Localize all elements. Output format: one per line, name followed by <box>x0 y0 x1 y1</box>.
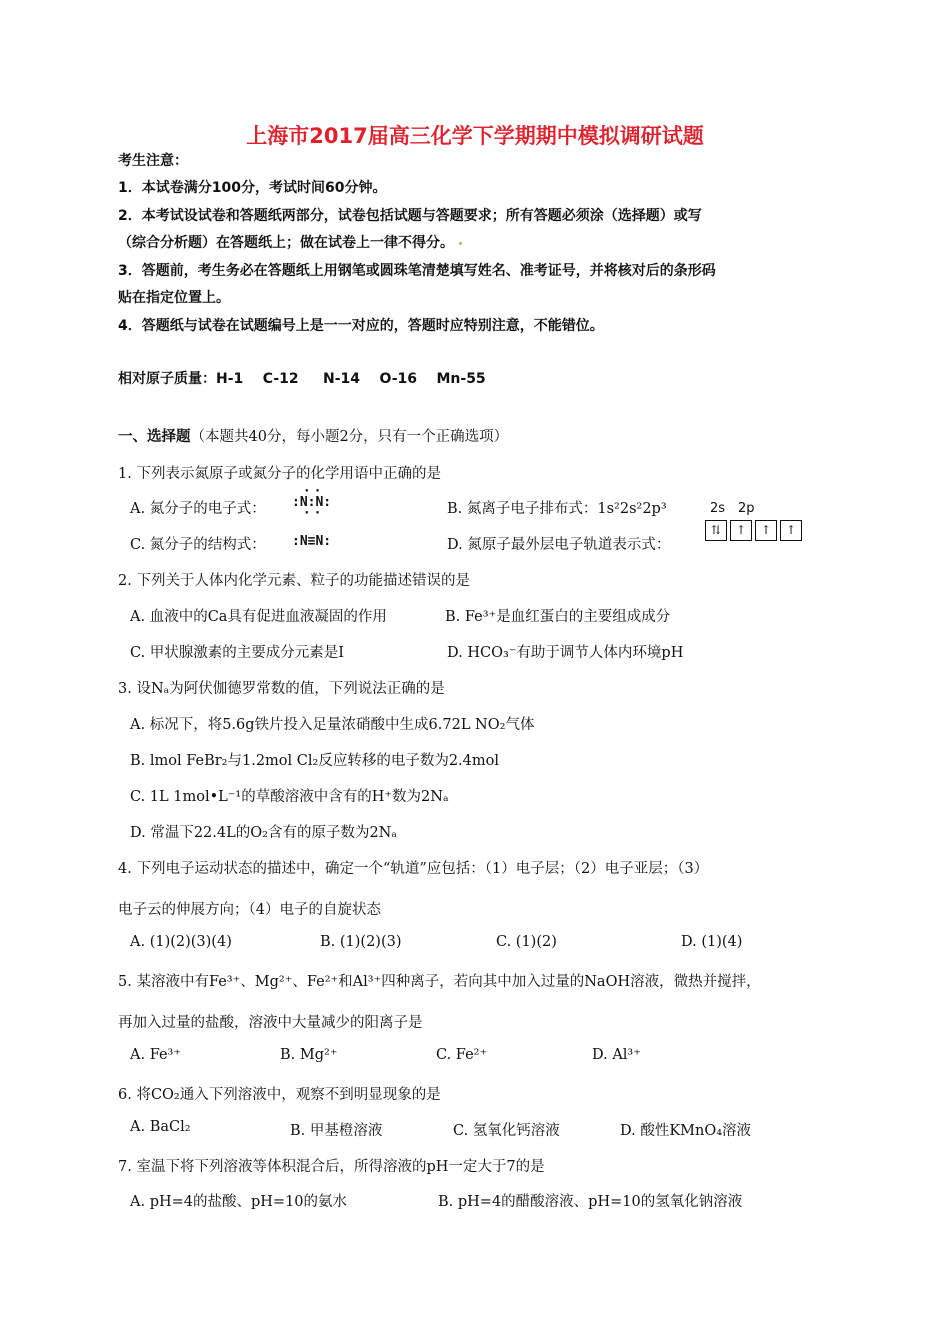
question-6-option-c: C. 氢氧化钙溶液 <box>453 1123 560 1139</box>
question-6-option-a: A. BaCl₂ <box>130 1119 191 1135</box>
question-6-option-d: D. 酸性KMnO₄溶液 <box>620 1123 752 1139</box>
question-7-option-b: B. pH=4的醋酸溶液、pH=10的氢氧化钠溶液 <box>438 1194 743 1210</box>
notice-item-3: 3．答题前，考生务必在答题纸上用钢笔或圆珠笔清楚填写姓名、准考证号，并将核对后的条形码 <box>118 263 716 279</box>
question-3-option-d: D. 常温下22.4L的O₂含有的原子数为2Nₐ <box>130 825 397 841</box>
question-1-option-b: B. 氮离子电子排布式：1s²2s²2p³ <box>447 501 667 517</box>
question-1-option-d: D. 氮原子最外层电子轨道表示式： <box>447 537 671 553</box>
question-4-option-d: D. (1)(4) <box>681 934 743 950</box>
question-1-option-c: C. 氮分子的结构式： <box>130 537 266 553</box>
orbital-box-2p-3: ↑ <box>780 520 802 541</box>
orbital-label-2p: 2p <box>738 501 755 516</box>
section-heading: 一、选择题（本题共40分，每小题2分，只有一个正确选项） <box>118 429 509 445</box>
question-6-stem: 6. 将CO₂通入下列溶液中，观察不到明显现象的是 <box>118 1087 441 1103</box>
question-1-stem: 1. 下列表示氮原子或氮分子的化学用语中正确的是 <box>118 466 441 482</box>
question-7-stem: 7. 室温下将下列溶液等体积混合后，所得溶液的pH一定大于7的是 <box>118 1159 545 1175</box>
question-1-option-a: A. 氮分子的电子式： <box>130 501 266 517</box>
question-3-option-a: A. 标况下，将5.6g铁片投入足量浓硝酸中生成6.72L NO₂气体 <box>130 717 535 733</box>
question-7-option-a: A. pH=4的盐酸、pH=10的氨水 <box>130 1194 348 1210</box>
question-5-option-a: A. Fe³⁺ <box>130 1047 182 1063</box>
question-6-option-b: B. 甲基橙溶液 <box>290 1123 383 1139</box>
notice-item-1: 1．本试卷满分100分，考试时间60分钟。 <box>118 180 387 196</box>
question-2-option-b: B. Fe³⁺是血红蛋白的主要组成成分 <box>445 609 671 625</box>
question-4-option-a: A. (1)(2)(3)(4) <box>130 934 232 950</box>
notice-item-2-cont: （综合分析题）在答题纸上；做在试卷上一律不得分。 <box>118 232 462 252</box>
question-4-stem: 4. 下列电子运动状态的描述中，确定一个“轨道”应包括：（1）电子层；（2）电子亚层；（3） <box>118 861 709 877</box>
orbital-box-2p-1: ↑ <box>730 520 752 541</box>
lewis-structure-n2: ·· :N:N: ·· <box>292 484 332 521</box>
question-5-option-d: D. Al³⁺ <box>592 1047 641 1063</box>
question-5-stem-cont: 再加入过量的盐酸，溶液中大量减少的阳离子是 <box>118 1015 423 1031</box>
question-4-stem-cont: 电子云的伸展方向；（4）电子的自旋状态 <box>118 902 381 918</box>
question-5-option-b: B. Mg²⁺ <box>280 1047 338 1063</box>
question-2-option-c: C. 甲状腺激素的主要成分元素是I <box>130 645 345 661</box>
notice-item-2: 2．本考试设试卷和答题纸两部分，试卷包括试题与答题要求；所有答题必须涂（选择题）或写 <box>118 208 702 224</box>
question-4-option-c: C. (1)(2) <box>496 934 557 950</box>
notice-heading: 考生注意： <box>118 153 188 169</box>
question-4-option-b: B. (1)(2)(3) <box>320 934 402 950</box>
atomic-mass: 相对原子质量：H-1 C-12 N-14 O-16 Mn-55 <box>118 371 486 387</box>
question-2-stem: 2. 下列关于人体内化学元素、粒子的功能描述错误的是 <box>118 573 470 589</box>
question-3-option-c: C. 1L 1mol•L⁻¹的草酸溶液中含有的H⁺数为2Nₐ <box>130 789 449 805</box>
question-2-option-a: A. 血液中的Ca具有促进血液凝固的作用 <box>130 609 387 625</box>
question-3-stem: 3. 设Nₐ为阿伏伽德罗常数的值，下列说法正确的是 <box>118 681 445 697</box>
orbital-diagram <box>705 520 802 541</box>
question-3-option-b: B. lmol FeBr₂与1.2mol Cl₂反应转移的电子数为2.4mol <box>130 753 499 769</box>
notice-item-4: 4．答题纸与试卷在试题编号上是一一对应的，答题时应特别注意，不能错位。 <box>118 318 604 334</box>
orbital-label-2s: 2s <box>710 501 726 516</box>
orbital-box-2s: ⇅ <box>705 520 727 541</box>
structural-formula-n2: :N≡N: <box>292 534 332 549</box>
notice-item-3-cont: 贴在指定位置上。 <box>118 290 230 306</box>
question-2-option-d: D. HCO₃⁻有助于调节人体内环境pH <box>447 645 684 661</box>
orbital-box-2p-2: ↑ <box>755 520 777 541</box>
page-title: 上海市2017届高三化学下学期期中模拟调研试题 <box>246 124 704 148</box>
question-5-stem: 5. 某溶液中有Fe³⁺、Mg²⁺、Fe²⁺和Al³⁺四种离子，若向其中加入过量的NaOH溶液，微热并搅拌， <box>118 974 761 990</box>
question-5-option-c: C. Fe²⁺ <box>436 1047 488 1063</box>
